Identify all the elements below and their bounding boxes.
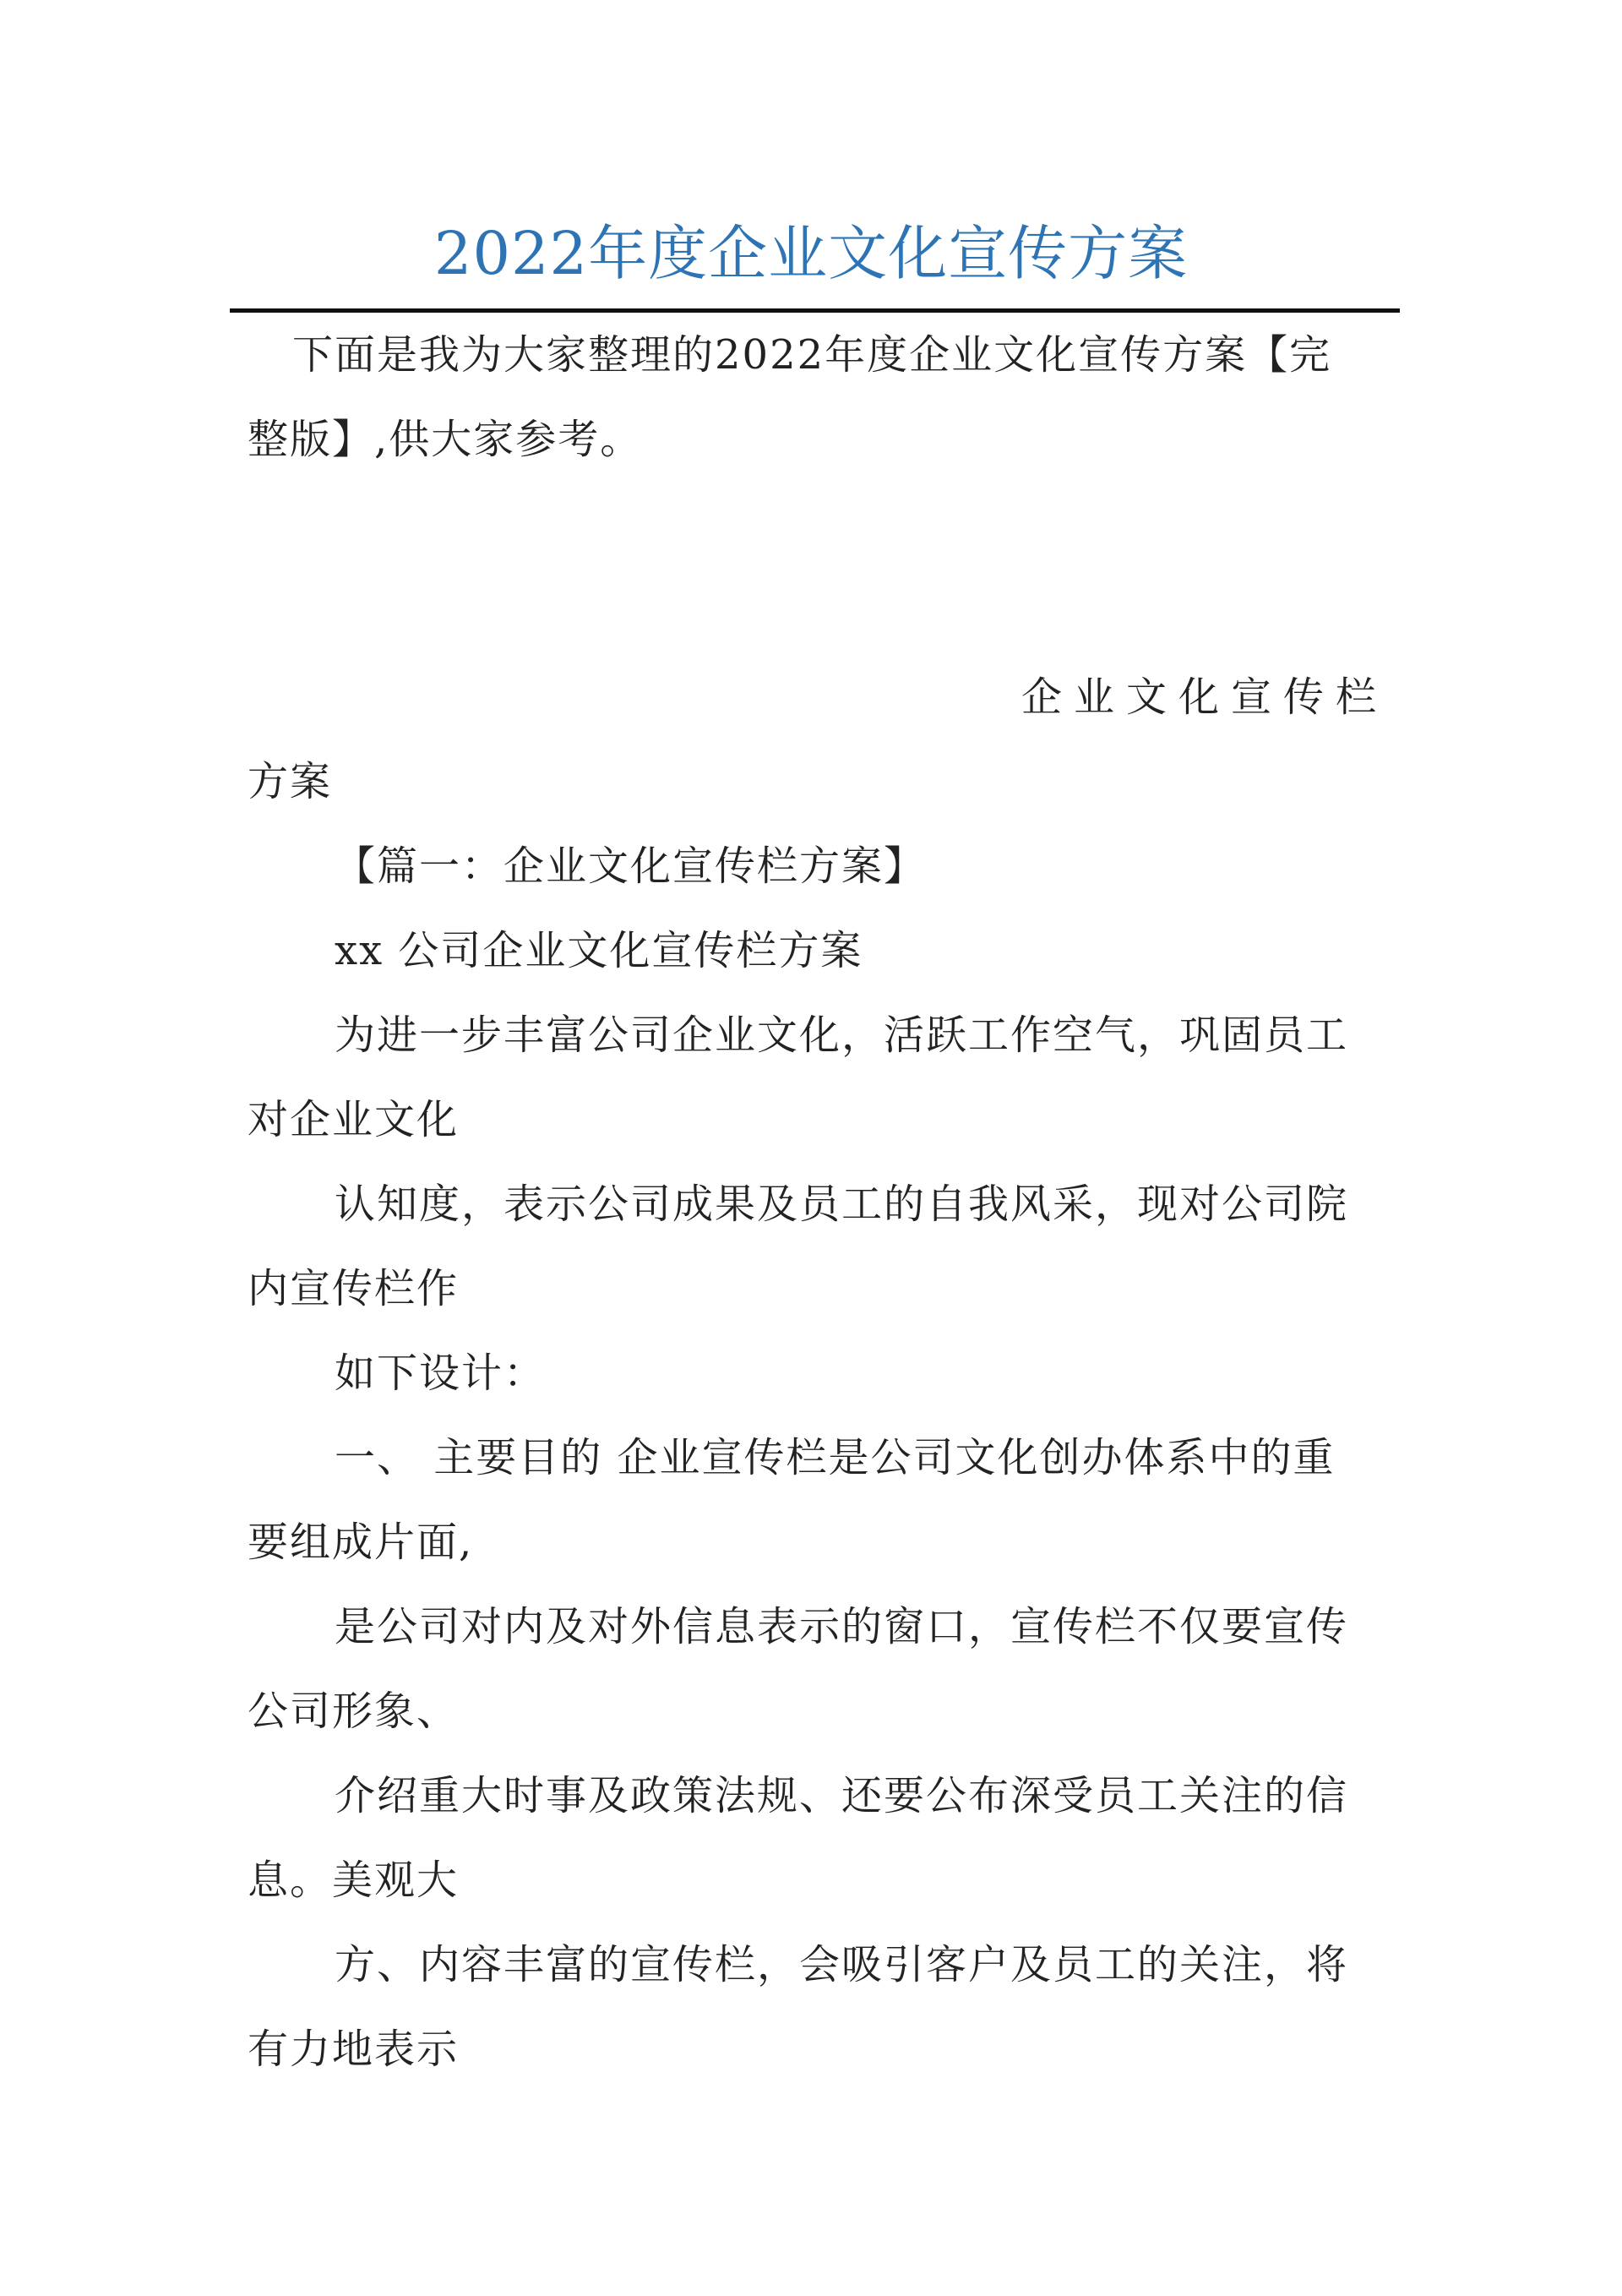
paragraph-4-line-1: 一、 主要目的 企业宣传栏是公司文化创办体系中的重 (335, 1434, 1336, 1481)
paragraph-2-line-2: 内宣传栏作 (248, 1265, 460, 1312)
paragraph-1-line-2: 对企业文化 (248, 1096, 460, 1143)
paragraph-6-line-1: 介绍重大时事及政策法规、还要公布深受员工关注的信 (335, 1772, 1349, 1819)
document-title: 2022年度企业文化宣传方案 (433, 219, 1189, 288)
intro-line-2: 整版】,供大家参考。 (248, 416, 643, 463)
intro-line-1: 下面是我为大家整理的2022年度企业文化宣传方案【完 (292, 331, 1332, 379)
paragraph-5-line-1: 是公司对内及对外信息表示的窗口，宣传栏不仅要宣传 (335, 1603, 1349, 1650)
paragraph-7-line-2: 有力地表示 (248, 2026, 460, 2073)
paragraph-3-line-1: 如下设计： (335, 1350, 547, 1397)
paragraph-7-line-1: 方、内容丰富的宣传栏，会吸引客户及员工的关注，将 (335, 1941, 1349, 1988)
paragraph-6-line-2: 息。美观大 (248, 1857, 460, 1904)
paragraph-2-line-1: 认知度，表示公司成果及员工的自我风采，现对公司院 (335, 1181, 1349, 1228)
title-underline (230, 308, 1400, 313)
section-heading-line-1: 企业文化宣传栏 (1021, 674, 1388, 721)
paragraph-5-line-2: 公司形象、 (248, 1688, 460, 1735)
section-heading-line-2: 方案 (248, 758, 333, 805)
subtitle-line: xx 公司企业文化宣传栏方案 (335, 927, 863, 974)
paragraph-1-line-1: 为进一步丰富公司企业文化，活跃工作空气，巩固员工 (335, 1012, 1349, 1059)
paragraph-4-line-2: 要组成片面, (248, 1519, 474, 1566)
chapter-heading: 【篇一：企业文化宣传栏方案】 (335, 843, 927, 890)
